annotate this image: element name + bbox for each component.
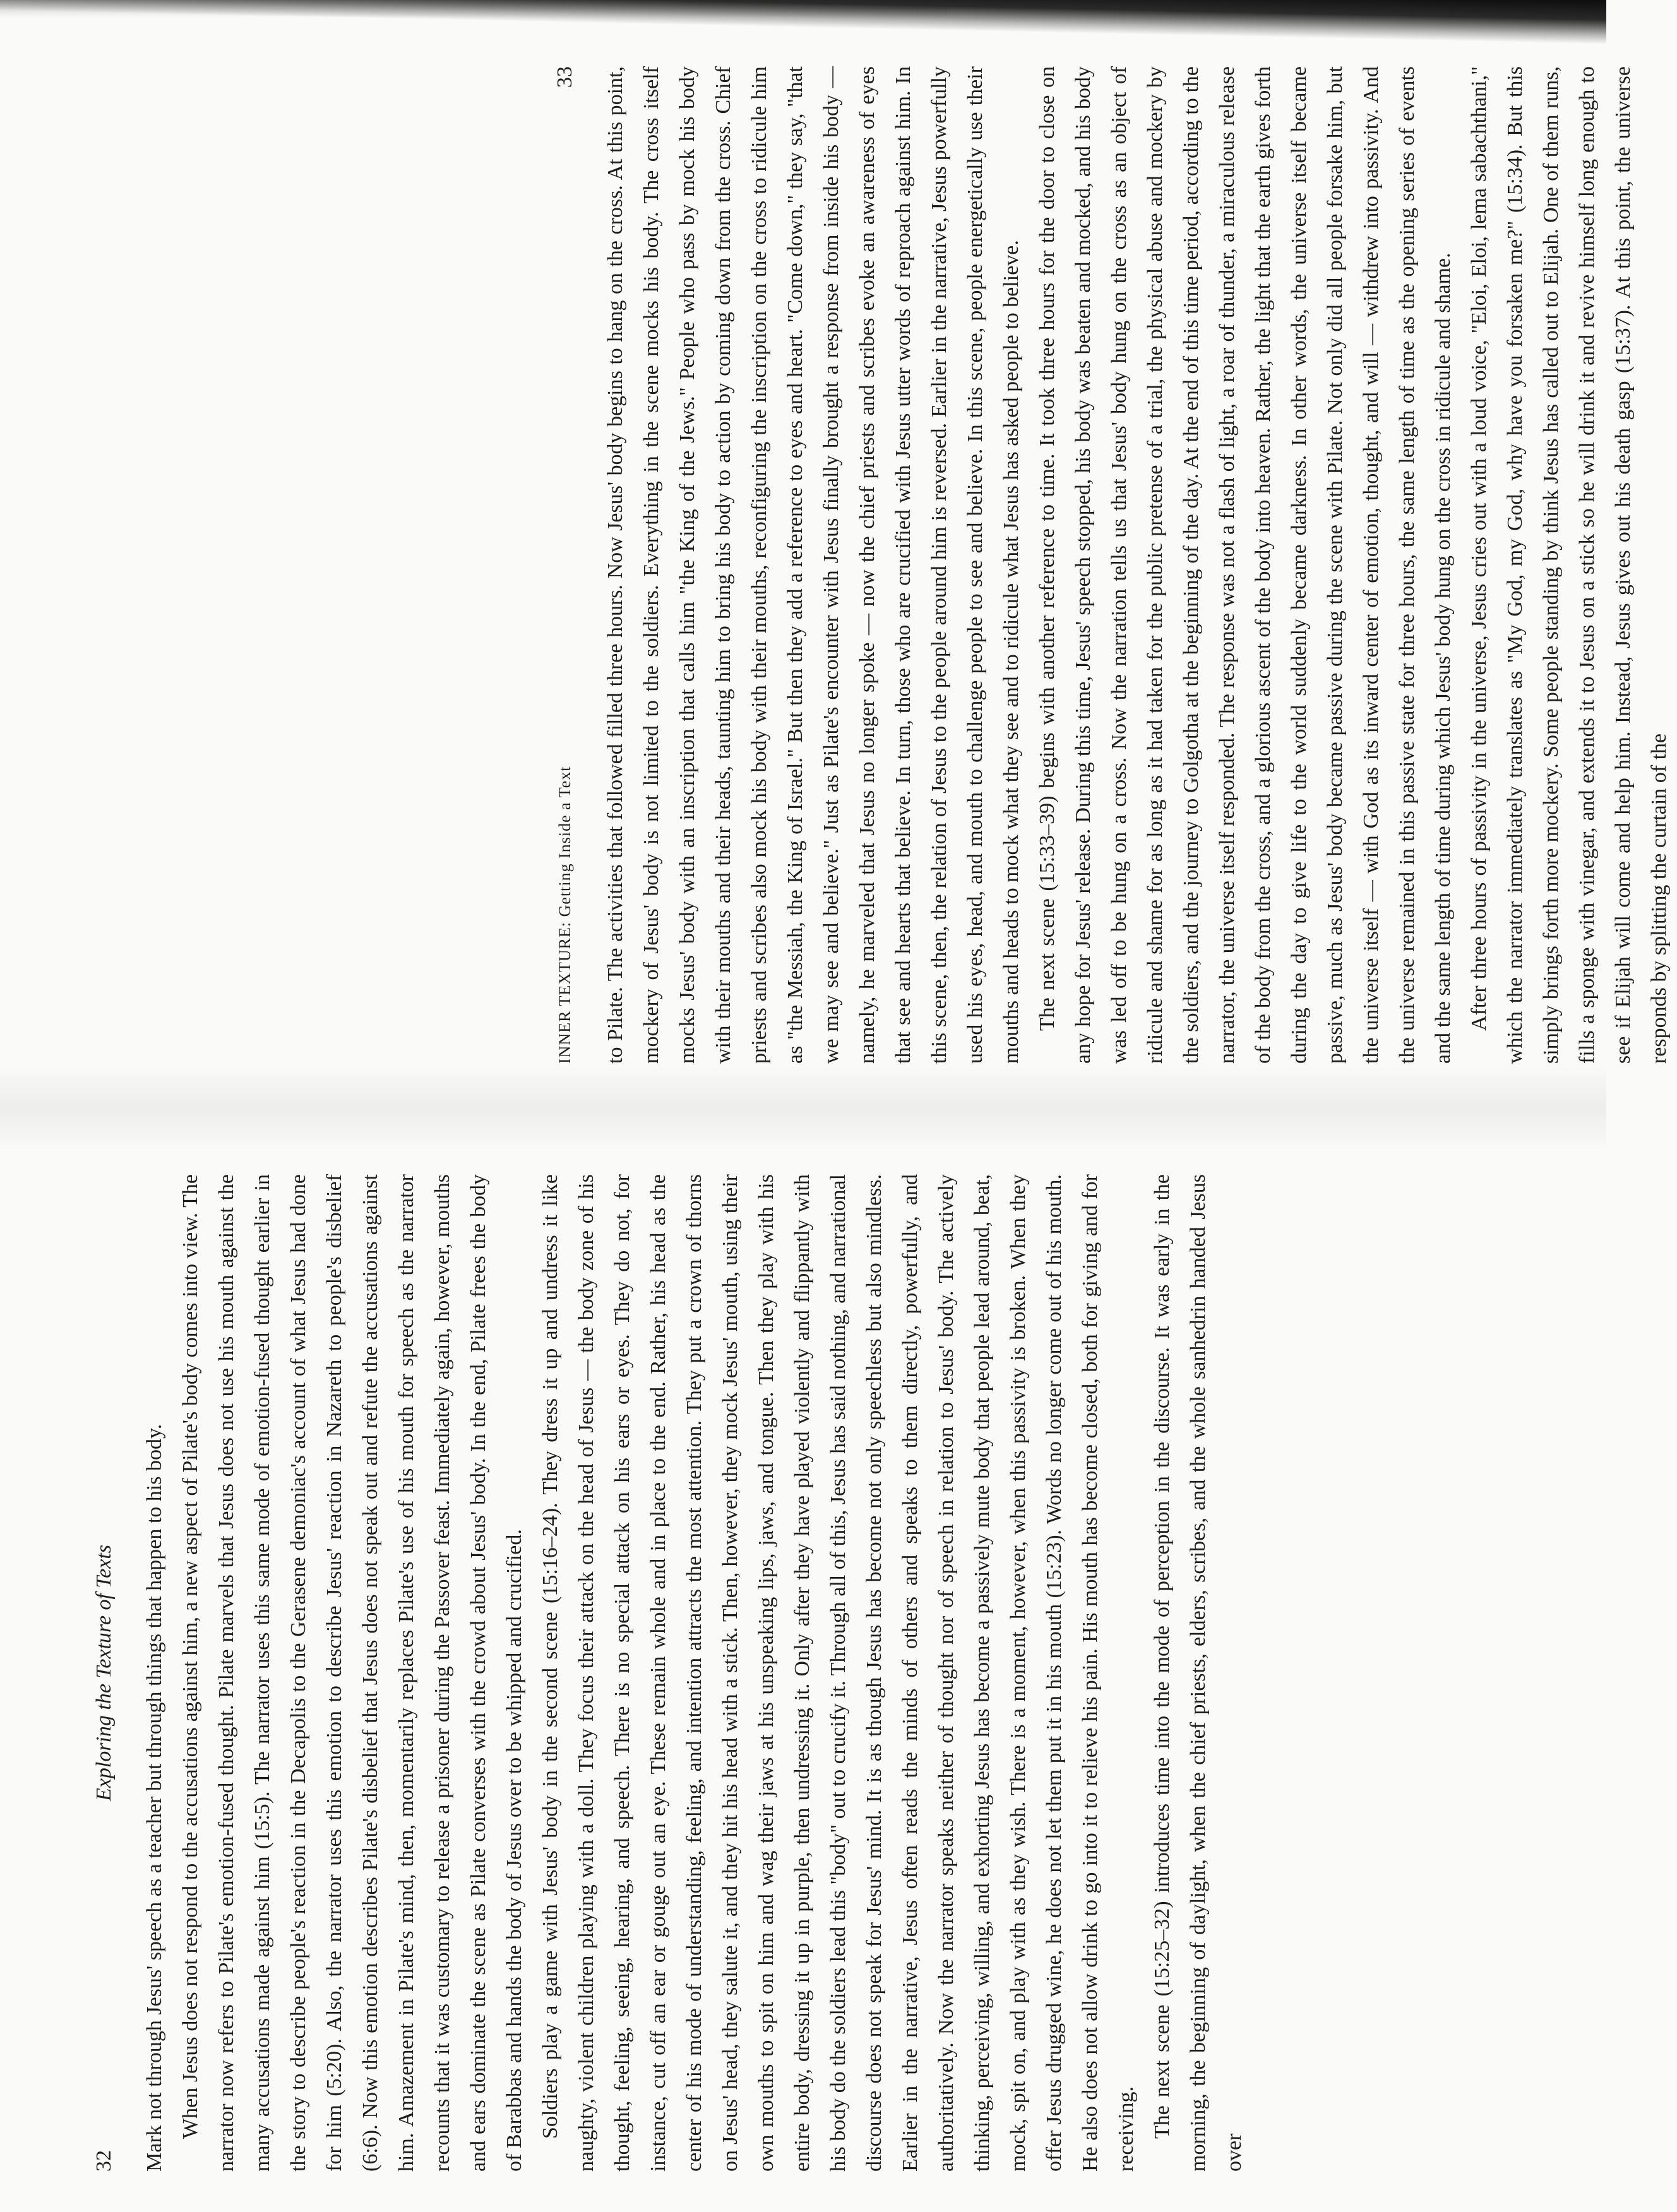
paragraph: After three hours of passivity in the universe, Jesus cries out with a loud voice, "Eloi, Eloi, lema sabachthani," which the narrator immediately translates as "My God, my God, why have you forsaken me?" (15:34). But this simply brings forth more mockery. Some people standing by think Jesus has called out to Elijah. One of them runs, fills a sponge with vinegar, and extends it to Jesus on a stick so he will drink it and revive himself long enough to see if Elijah will come and help him. Instead, Jesus gives out his death gasp (15:37). At this point, the universe responds by splitting the curtain of the [1467, 66, 1671, 1064]
paragraph: The next scene (15:33–39) begins with another reference to time. It took three hours for the door to close on any hope for Jesus' release. During this time, Jesus' speech stopped, his body was beaten and mocked, and his body was led off to be hung on a cross. Now the narration tells us that Jesus' body hung on the cross as an object of ridicule and shame for as long as it had taken for the public pretense of a trial, the physical abuse and mockery by the soldiers, and the journey to Golgotha at the beginning of the day. At the end of this time period, according to the narrator, the universe itself responded. The response was not a flash of light, a roar of thunder, a miraculous release of the body from the cross, and a glorious ascent of the body into heaven. Rather, the light that the earth gives forth during the day to give life to the world suddenly became darkness. In other words, the universe itself became passive, much as Jesus' body became passive during the scene with Pilate. Not only did all people forsake him, but the universe itself — with God as its inward center of emotion, thought, and will — withdrew into passivity. And the universe remained in this passive state for three hours, the same length of time as the opening series of events and the same length of time during which Jesus' body hung on the cross in ridicule and shame. [1035, 66, 1455, 1064]
paragraph: to Pilate. The activities that followed filled three hours. Now Jesus' body begins to hang on the cross. At this point, mockery of Jesus' body is not limited to the soldiers. Everything in the scene mocks his body. The cross itself mocks Jesus' body with an inscription that calls him "the King of the Jews." People who pass by mock his body with their mouths and their heads, taunting him to bring his body to action by coming down from the cross. Chief priests and scribes also mock his body with their mouths, reconfiguring the inscription on the cross to ridicule him as "the Messiah, the King of Israel." But then they add a reference to eyes and heart. "Come down," they say, "that we may see and believe." Just as Pilate's encounter with Jesus finally brought a response from inside his body — namely, he marveled that Jesus no longer spoke — now the chief priests and scribes evoke an awareness of eyes that see and hearts that believe. In turn, those who are crucified with Jesus utter words of reproach against him. In this scene, then, the relation of Jesus to the people around him is reversed. Earlier in the narrative, Jesus powerfully used his eyes, head, and mouth to challenge people to see and believe. In this scene, people energetically use their mouths and heads to mock what they see and to ridicule what Jesus has asked people to believe. [604, 66, 1023, 1064]
paragraph: Soldiers play a game with Jesus' body in the second scene (15:16–24). They dress it up and undress it like naughty, violent children playing with a doll. They focus their attack on the head of Jesus — the body zone of his thought, feeling, seeing, hearing, and speech. There is no special attack on his ears or eyes. They do not, for instance, cut off an ear or gouge out an eye. These remain whole and in place to the end. Rather, his head as the center of his mode of understanding, feeling, and intention attracts the most attention. They put a crown of thorns on Jesus' head, they salute it, and they hit his head with a stick. Then, however, they mock Jesus' mouth, using their own mouths to spit on him and wag their jaws at his unspeaking lips, jaws, and tongue. Then they play with his entire body, dressing it up in purple, then undressing it. Only after they have played violently and flippantly with his body do the soldiers lead this "body" out to crucify it. Through all of this, Jesus has said nothing, and narrational discourse does not speak for Jesus' mind. It is as though Jesus has become not only speechless but also mindless. Earlier in the narrative, Jesus often reads the minds of others and speaks to them directly, powerfully, and authoritatively. Now the narrator speaks neither of thought nor of speech in relation to Jesus' body. The actively thinking, perceiving, willing, and exhorting Jesus has become a passively mute body that people lead around, beat, mock, spit on, and play with as they wish. There is a moment, however, when this passivity is broken. When they offer Jesus drugged wine, he does not let them put it in his mouth (15:23). Words no longer come out of his mouth. He also does not allow drink to go into it to relieve his pain. His mouth has become closed, both for giving and for receiving. [539, 1174, 1138, 2172]
running-head-label: INNER TEXTURE: [556, 921, 574, 1064]
running-head [543, 766, 587, 1064]
right-page-header [543, 66, 587, 1064]
page-number: 33 [553, 66, 576, 88]
paragraph: The next scene (15:25–32) introduces time into the mode of perception in the discourse. It was early in the morning, the beginning of daylight, when the chief priests, elders, scribes, and the whole sanhedrin handed Jesus over [1150, 1174, 1246, 2172]
left-page [82, 1174, 1252, 2172]
book-gutter [0, 1064, 1606, 1152]
left-page-header [82, 1174, 126, 2172]
running-head-title: Getting Inside a Text [556, 766, 574, 917]
scan-edge-shadow [0, 0, 1606, 44]
paragraph: Mark not through Jesus' speech as a teacher but through things that happen to his body. [143, 1424, 166, 2172]
page-number: 32 [92, 2150, 116, 2172]
left-page-body [136, 1174, 1252, 2172]
right-page-body [597, 66, 1677, 1064]
right-page [543, 66, 1677, 1064]
running-head: Exploring the Texture of Texts [92, 1544, 116, 1802]
paragraph: When Jesus does not respond to the accusations against him, a new aspect of Pilate's body comes into view. The narrator now refers to Pilate's emotion-fused thought. Pilate marvels that Jesus does not use his mouth against the many accusations made against him (15:5). The narrator uses this same mode of emotion-fused thought earlier in the story to describe people's reaction in the Decapolis to the Gerasene demoniac's account of what Jesus had done for him (5:20). Also, the narrator uses this emotion to describe Jesus' reaction in Nazareth to people's disbelief (6:6). Now this emotion describes Pilate's disbelief that Jesus does not speak out and refute the accusations against him. Amazement in Pilate's mind, then, momentarily replaces Pilate's use of his mouth for speech as the narrator recounts that it was customary to release a prisoner during the Passover feast. Immediately again, however, mouths and ears dominate the scene as Pilate converses with the crowd about Jesus' body. In the end, Pilate frees the body of Barabbas and hands the body of Jesus over to be whipped and crucified. [179, 1174, 526, 2172]
